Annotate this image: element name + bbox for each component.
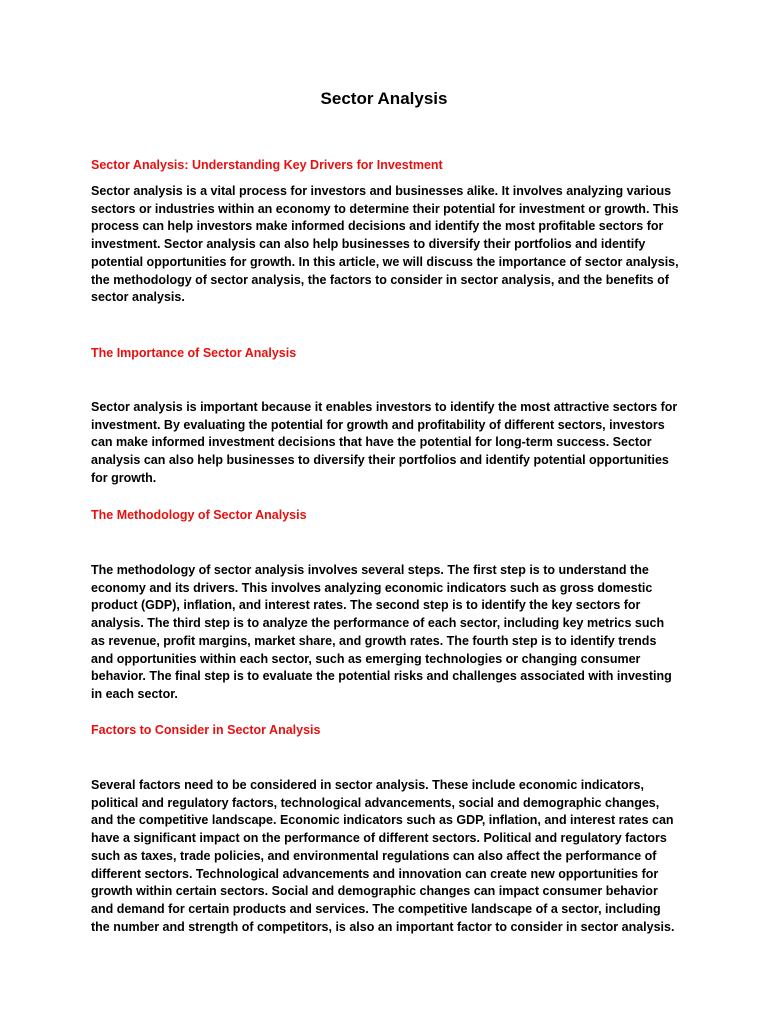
section-heading-factors: Factors to Consider in Sector Analysis [91, 723, 321, 737]
section-body-importance: Sector analysis is important because it enables investors to identify the most attractive sectors for investment. By evaluating the potential for growth and profitability of different sectors, investors can make informed investment decisions that have the potential for long-term success. Sector analysis can also help businesses to diversify their portfolios and identify potential opportunities for growth. [91, 400, 678, 485]
document-title: Sector Analysis [320, 89, 448, 108]
section-heading-importance: The Importance of Sector Analysis [91, 346, 297, 360]
section-body-factors: Several factors need to be considered in sector analysis. These include economic indicators, political and regulatory factors, technological advancements, social and demographic changes, and the competitive landscape. Economic indicators such as GDP, inflation, and interest rates can have a significant impact on the performance of different sectors. Political and regulatory factors such as taxes, trade policies, and environmental regulations can also affect the performance of different sectors. Technological advancements and innovation can create new opportunities for growth within certain sectors. Social and demographic changes can impact consumer behavior and demand for certain products and services. The competitive landscape of a sector, including the number and strength of competitors, is also an important factor to consider in sector analysis. [91, 778, 675, 934]
section-heading-methodology: The Methodology of Sector Analysis [91, 508, 307, 522]
section-body-methodology: The methodology of sector analysis involves several steps. The first step is to understand the economy and its drivers. This involves analyzing economic indicators such as gross domestic product (GDP), inflation, and interest rates. The second step is to identify the key sectors for analysis. The third step is to analyze the performance of each sector, including key metrics such as revenue, profit margins, market share, and growth rates. The fourth step is to identify trends and opportunities within each sector, such as emerging technologies or changing consumer behavior. The final step is to evaluate the potential risks and challenges associated with investing in each sector. [91, 563, 672, 701]
section-heading-understanding-key-drivers: Sector Analysis: Understanding Key Drivers for Investment [91, 158, 443, 172]
section-body-introduction: Sector analysis is a vital process for investors and businesses alike. It involves analyzing various sectors or industries within an economy to determine their potential for investment or growth. This process can help investors make informed decisions and identify the most profitable sectors for investment. Sector analysis can also help businesses to diversify their portfolios and identify potential opportunities for growth. In this article, we will discuss the importance of sector analysis, the methodology of sector analysis, the factors to consider in sector analysis, and the benefits of sector analysis. [91, 184, 679, 305]
